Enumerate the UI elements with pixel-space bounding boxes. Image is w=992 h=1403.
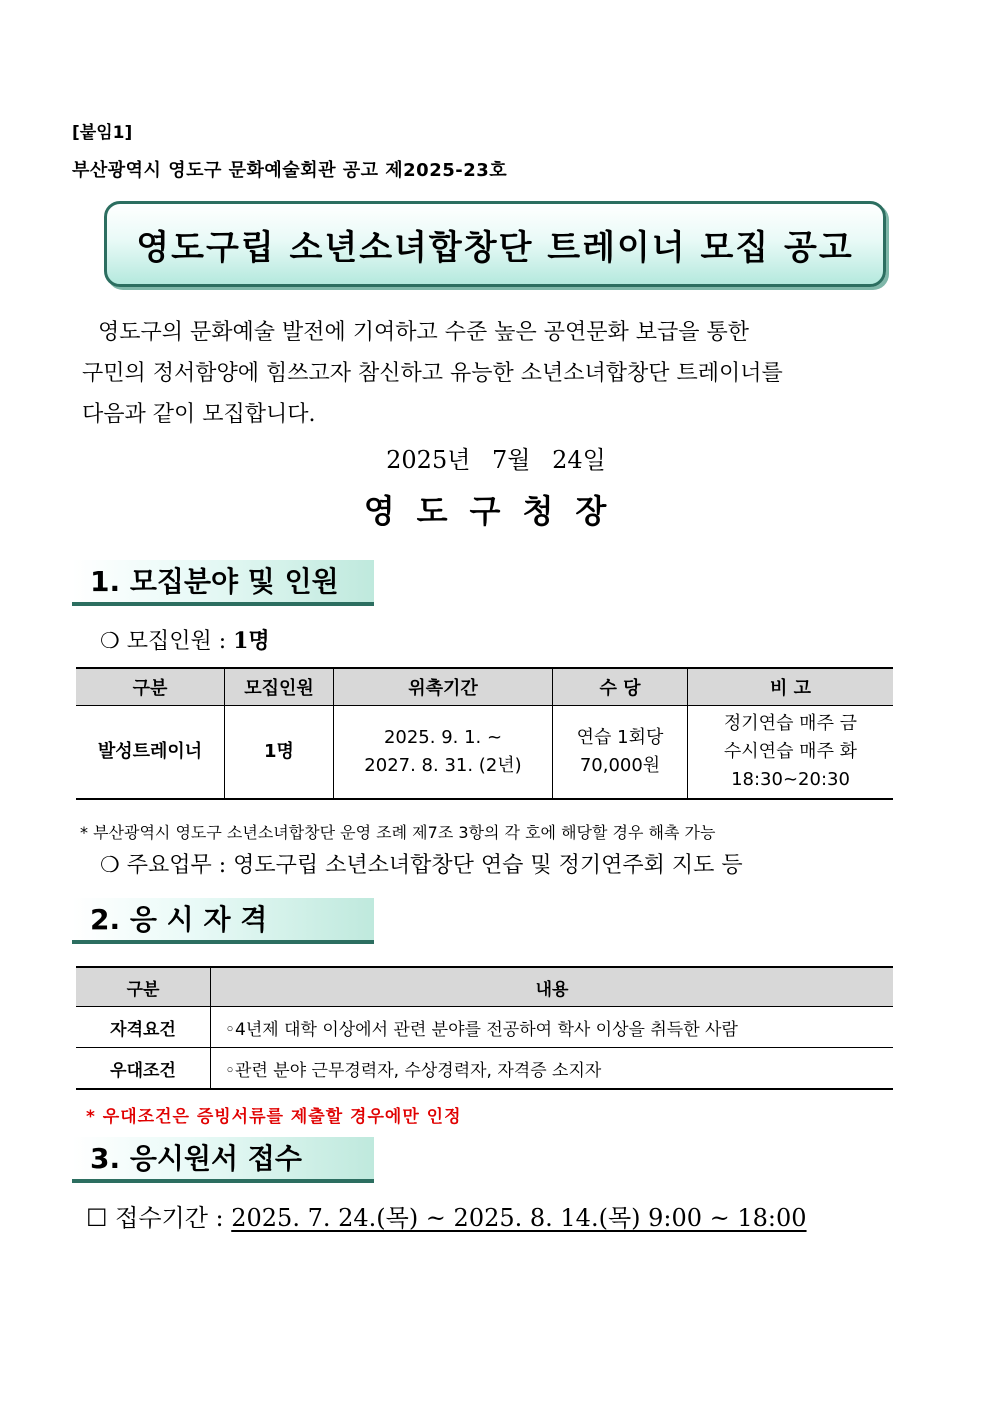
note-time: 18:30~20:30 bbox=[731, 769, 850, 790]
period-start: 2025. 9. 1. ~ bbox=[383, 727, 503, 748]
preference-warning: * 우대조건은 증빙서류를 제출할 경우에만 인정 bbox=[86, 1107, 462, 1127]
table-header: 비 고 bbox=[688, 668, 894, 706]
application-period-line bbox=[86, 1198, 807, 1233]
table-header: 내용 bbox=[211, 967, 894, 1007]
recruitment-table bbox=[76, 667, 893, 800]
table-cell-count: 1명 bbox=[225, 706, 334, 800]
section-1-heading: 1. 모집분야 및 인원 bbox=[72, 560, 374, 606]
page-title: 영도구립 소년소녀합창단 트레이너 모집 공고 bbox=[104, 201, 886, 287]
note-occasional: 수시연습 매주 화 bbox=[723, 741, 858, 762]
table-row-label: 자격요건 bbox=[76, 1007, 211, 1048]
pay-amount: 70,000원 bbox=[579, 755, 661, 776]
table-cell-pay bbox=[553, 706, 688, 800]
recruit-count-label: ❍ 모집인원 : bbox=[100, 629, 234, 654]
period-end: 2027. 8. 31. (2년) bbox=[364, 755, 522, 776]
section-2-heading: 2. 응 시 자 격 bbox=[72, 898, 374, 944]
table-header: 수 당 bbox=[553, 668, 688, 706]
table-cell-period bbox=[334, 706, 553, 800]
intro-line-1: 영도구의 문화예술 발전에 기여하고 수준 높은 공연문화 보급을 통한 bbox=[98, 320, 750, 345]
table-header: 모집인원 bbox=[225, 668, 334, 706]
table-header: 구분 bbox=[76, 668, 225, 706]
issuer-name: 영도구청장 bbox=[363, 492, 629, 530]
table-header: 구분 bbox=[76, 967, 211, 1007]
qualification-table bbox=[76, 966, 893, 1090]
table-cell-category: 발성트레이너 bbox=[76, 706, 225, 800]
intro-line-2: 구민의 정서함양에 힘쓰고자 참신하고 유능한 소년소녀합창단 트레이너를 bbox=[82, 361, 783, 386]
table-cell-note bbox=[688, 706, 894, 800]
section-3-heading: 3. 응시원서 접수 bbox=[72, 1137, 374, 1183]
note-regular: 정기연습 매주 금 bbox=[723, 713, 858, 734]
table-header: 위촉기간 bbox=[334, 668, 553, 706]
notice-date: 2025년 7월 24일 bbox=[386, 446, 606, 474]
table-row-label: 우대조건 bbox=[76, 1048, 211, 1090]
attachment-label: [붙임1] bbox=[72, 123, 133, 143]
table-row-content: ◦4년제 대학 이상에서 관련 분야를 전공하여 학사 이상을 취득한 사람 bbox=[211, 1007, 894, 1048]
intro-line-3: 다음과 같이 모집합니다. bbox=[82, 402, 316, 427]
notice-number: 부산광역시 영도구 문화예술회관 공고 제2025-23호 bbox=[72, 160, 508, 181]
recruit-count-value: 1명 bbox=[233, 628, 270, 654]
table-row-content: ◦관련 분야 근무경력자, 수상경력자, 자격증 소지자 bbox=[211, 1048, 894, 1090]
recruit-count-line bbox=[100, 624, 270, 655]
intro-paragraph bbox=[82, 312, 894, 435]
main-duty-line: ❍ 주요업무 : 영도구립 소년소녀합창단 연습 및 정기연주회 지도 등 bbox=[100, 853, 743, 878]
application-period-label: ☐ 접수기간 : bbox=[86, 1204, 232, 1232]
pay-unit: 연습 1회당 bbox=[576, 727, 664, 748]
application-period-value: 2025. 7. 24.(목) ~ 2025. 8. 14.(목) 9:00 ~ 18:00 bbox=[231, 1204, 807, 1232]
dismissal-footnote: * 부산광역시 영도구 소년소녀합창단 운영 조례 제7조 3항의 각 호에 해당할 경우 해촉 가능 bbox=[80, 823, 716, 842]
